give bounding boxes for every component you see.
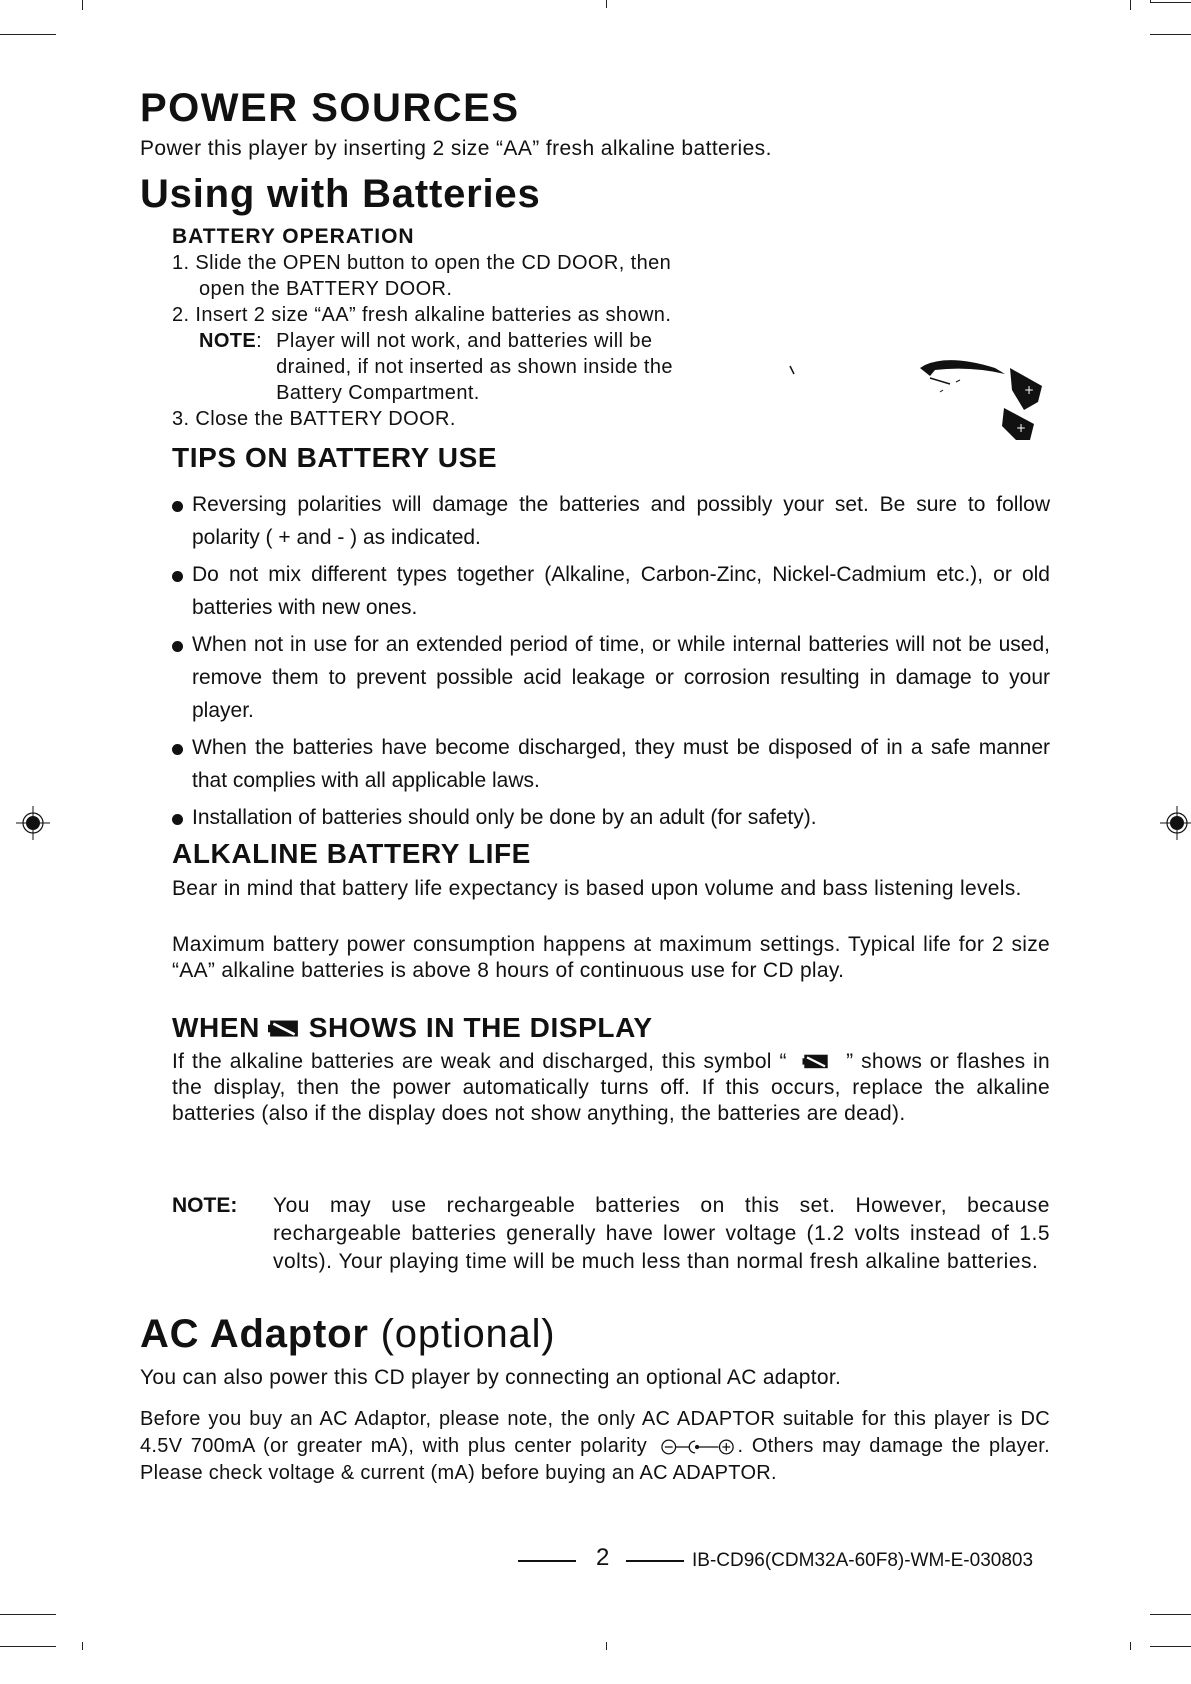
crop-mark [606,1642,607,1650]
battery-insertion-illustration [780,340,1050,440]
registration-mark-icon [1160,806,1191,840]
battery-note [172,328,732,406]
tips-list [170,488,1050,838]
crop-mark [1150,1646,1191,1647]
note-label: NOTE: [199,330,263,352]
low-battery-icon [268,1017,300,1039]
alkaline-para-2: Maximum battery power consumption happens at maximum settings. Typical life for 2 size “AA” alkaline batteries is above 8 hours of continuous use for CD play. [172,933,1050,982]
crop-mark [606,0,607,8]
crop-mark [82,0,83,10]
document-code: IB-CD96(CDM32A-60F8)-WM-E-030803 [692,1550,1034,1571]
crop-mark [1150,2,1191,3]
ac-para-1: You can also power this CD player by connecting an optional AC adaptor. [140,1366,842,1389]
note-label: NOTE: [172,1194,238,1217]
batteries-heading: Using with Batteries [140,172,541,216]
registration-mark-icon [16,806,50,840]
step-3: 3. Close the BATTERY DOOR. [172,408,456,430]
note-text: Player will not work, and batteries will be drained, if not inserted as shown inside the Battery Compartment. [276,330,673,404]
crop-mark [1150,1614,1191,1615]
ac-adaptor-heading: AC Adaptor (optional) [140,1312,556,1356]
ac-para-2: Before you buy an AC Adaptor, please note, the only AC ADAPTOR suitable for this player is DC 4.5V 700mA (or greater mA), with plus center polarity . Others may damage the player. Please check voltage & current (mA) before buying an AC ADAPTOR. [140,1408,1051,1484]
crop-mark [1150,34,1191,35]
crop-mark [1150,0,1151,3]
step-1-cont: open the BATTERY DOOR. [199,278,453,300]
polarity-icon [660,1437,738,1457]
crop-mark [82,1642,83,1650]
svg-text:+: + [1024,383,1035,397]
display-para: If the alkaline batteries are weak and discharged, this symbol “ ” shows or flashes in the display, then the power automatically turns off. If this occurs, replace the alkaline batteries (also if the display does not show anything, the batteries are dead). [172,1050,1050,1125]
note-text: You may use rechargeable batteries on this set. However, because rechargeable batteries generally have lower voltage (1.2 volts instead of 1.5 volts). Your playing time will be much less than normal fresh alkaline batteries. [273,1194,1050,1273]
intro-text: Power this player by inserting 2 size “AA” fresh alkaline batteries. [140,137,772,160]
tip-item: Installation of batteries should only be done by an adult (for safety). [170,801,1050,834]
step-1: 1. Slide the OPEN button to open the CD DOOR, then [172,252,672,274]
svg-text:+: + [1016,421,1027,435]
alkaline-heading: ALKALINE BATTERY LIFE [172,838,531,869]
low-battery-icon [802,1052,830,1070]
crop-mark [1130,0,1131,10]
alkaline-para-1: Bear in mind that battery life expectancy is based upon volume and bass listening levels. [172,877,1022,900]
rechargeable-note [172,1192,1050,1276]
step-2: 2. Insert 2 size “AA” fresh alkaline batteries as shown. [172,304,672,326]
tip-item: When the batteries have become discharged, they must be disposed of in a safe manner that complies with all applicable laws. [170,731,1050,797]
tip-item: Reversing polarities will damage the batteries and possibly your set. Be sure to follow polarity ( + and - ) as indicated. [170,488,1050,554]
battery-operation-heading: BATTERY OPERATION [172,225,415,248]
page-title: POWER SOURCES [140,86,520,130]
crop-mark [0,1614,56,1615]
crop-mark [0,34,56,35]
tips-heading: TIPS ON BATTERY USE [172,442,498,473]
footer-rule-left [518,1560,576,1562]
display-heading: WHEN SHOWS IN THE DISPLAY [172,1012,653,1043]
tip-item: When not in use for an extended period of time, or while internal batteries will not be used, remove them to prevent possible acid leakage or corrosion resulting in damage to your player. [170,628,1050,727]
tip-item: Do not mix different types together (Alkaline, Carbon-Zinc, Nickel-Cadmium etc.), or old batteries with new ones. [170,558,1050,624]
footer-rule-right [626,1560,684,1562]
battery-operation-section [172,224,732,432]
crop-mark [0,1646,56,1647]
page-number: 2 [596,1544,610,1571]
crop-mark [1130,1642,1131,1650]
